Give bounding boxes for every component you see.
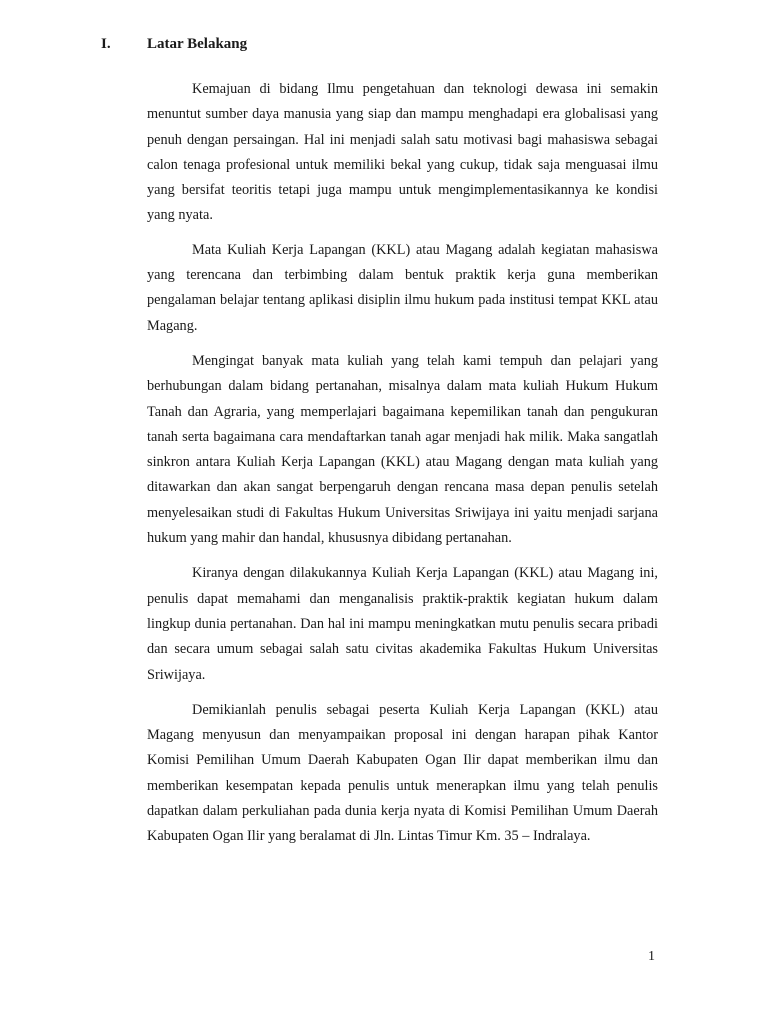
paragraph-3: Mengingat banyak mata kuliah yang telah kami tempuh dan pelajari yang berhubungan dalam bidang pertanahan, misalnya dalam mata kuliah Hukum Hukum Tanah dan Agraria, yang memperlajari bagaimana kepemilikan tanah dan pengukuran tanah serta bagaimana cara mendaftarkan tanah agar menjadi hak milik. Maka sangatlah sinkron antara Kuliah Kerja Lapangan (KKL) atau Magang dengan mata kuliah yang ditawarkan dan akan sangat berpengaruh dengan rencana masa depan penulis setelah menyelesaikan studi di Fakultas Hukum Universitas Sriwijaya ini yaitu menjadi sarjana hukum yang mahir dan handal, khususnya dibidang pertanahan. <box>147 352 658 547</box>
paragraph-5: Demikianlah penulis sebagai peserta Kuliah Kerja Lapangan (KKL) atau Magang menyusun dan menyampaikan proposal ini dengan harapan pihak Kantor Komisi Pemilihan Umum Daerah Kabupaten Ogan Ilir dapat memberikan ilmu dan memberikan kesempatan kepada penulis untuk menerapkan ilmu yang telah penulis dapatkan dalam perkuliahan pada dunia kerja nyata di Komisi Pemilihan Umum Daerah Kabupaten Ogan Ilir yang beralamat di Jln. Lintas Timur Km. 35 – Indralaya. <box>147 701 658 845</box>
paragraph-1: Kemajuan di bidang Ilmu pengetahuan dan teknologi dewasa ini semakin menuntut sumber daya manusia yang siap dan mampu menghadapi era globalisasi yang penuh dengan persaingan. Hal ini menjadi salah satu motivasi bagi mahasiswa sebagai calon tenaga profesional untuk memiliki bekal yang cukup, tidak saja menguasai ilmu yang bersifat teoritis tetapi juga mampu untuk mengimplementasikannya ke kondisi yang nyata. <box>147 81 658 224</box>
paragraph-4: Kiranya dengan dilakukannya Kuliah Kerja Lapangan (KKL) atau Magang ini, penulis dapat memahami dan menganalisis praktik-praktik kegiatan hukum dalam lingkup dunia pertanahan. Dan hal ini mampu meningkatkan mutu penulis secara pribadi dan secara umum sebagai salah satu civitas akademika Fakultas Hukum Universitas Sriwijaya. <box>147 565 658 683</box>
paragraph-2: Mata Kuliah Kerja Lapangan (KKL) atau Magang adalah kegiatan mahasiswa yang terencana dan terbimbing dalam bentuk praktik kerja guna memberikan pengalaman belajar tentang aplikasi disiplin ilmu hukum pada institusi tempat KKL atau Magang. <box>147 241 658 334</box>
body-text <box>147 77 658 850</box>
section-title: Latar Belakang <box>147 36 248 52</box>
page-number: 1 <box>648 949 655 964</box>
section-number: I. <box>101 36 111 52</box>
